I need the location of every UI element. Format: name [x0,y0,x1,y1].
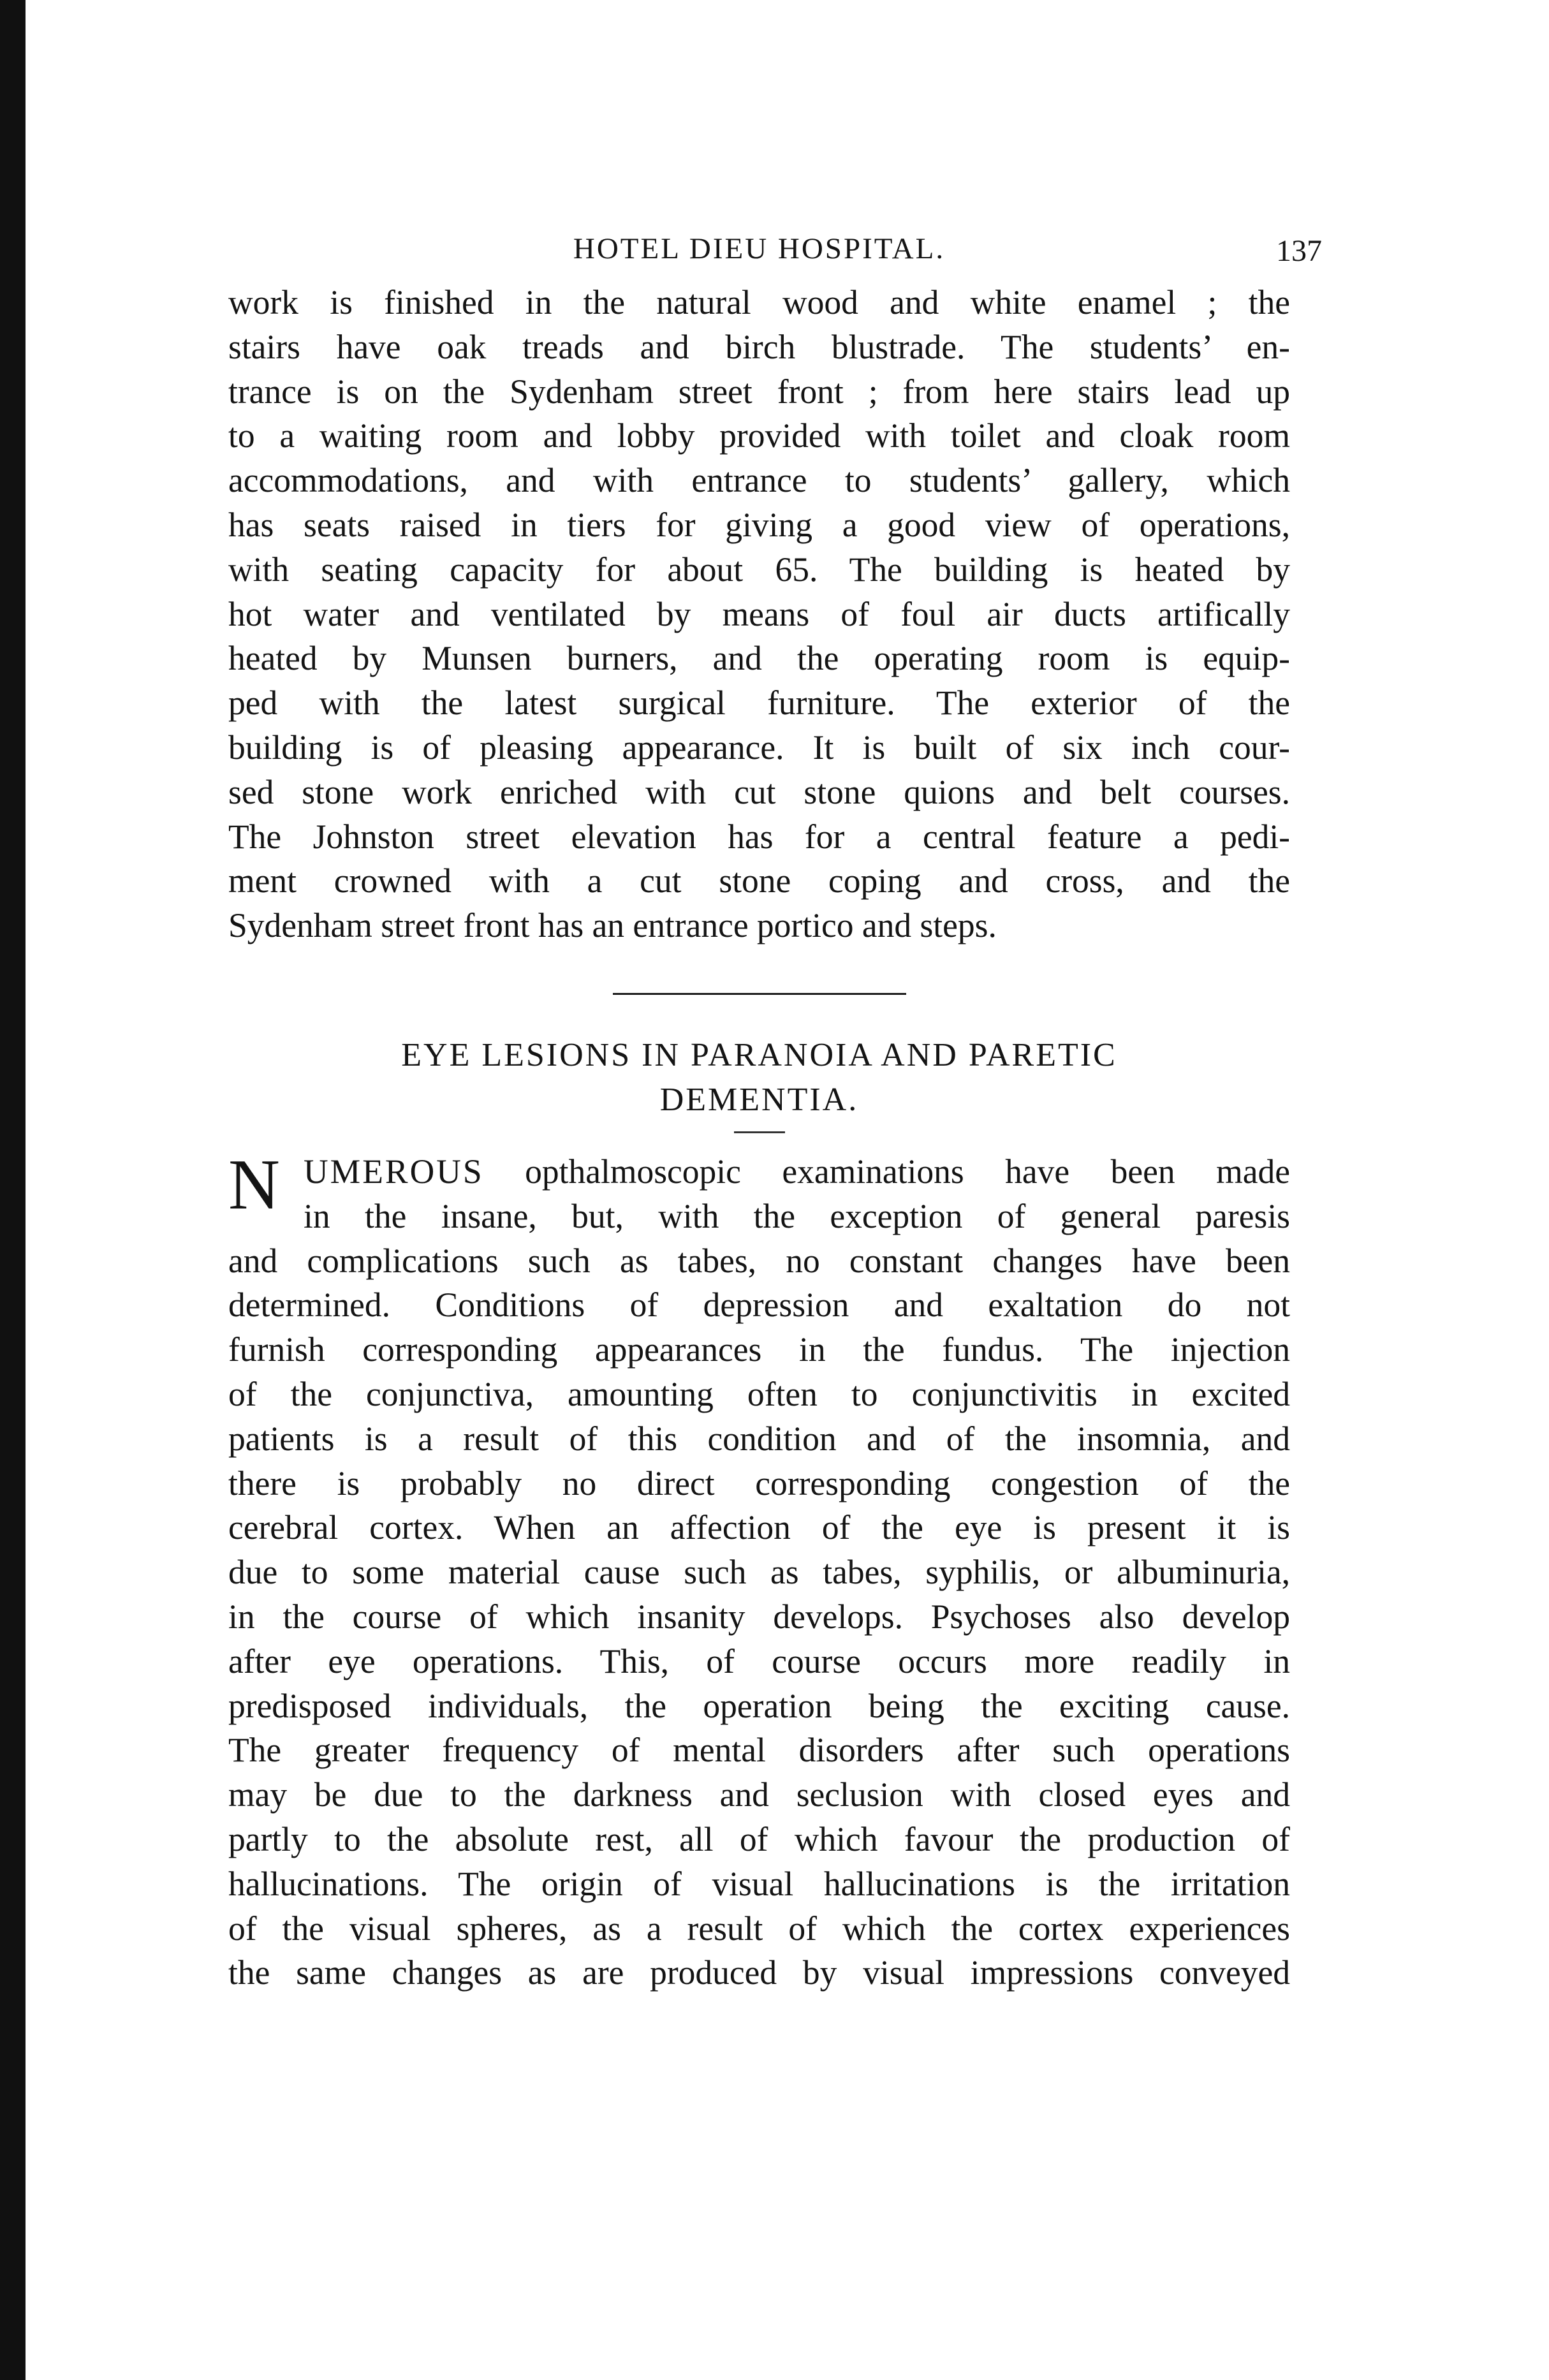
text-line: to a waiting room and lobby provided with toilet and cloak room [228,416,1290,455]
text-line: ment crowned with a cut stone coping and cross, and the [228,862,1290,900]
page-binding-edge [0,0,26,2380]
running-head [228,230,1322,281]
text-line: in the insane, but, with the exception of general paresis [304,1196,1290,1235]
text-line: of the visual spheres, as a result of which the cortex experiences [228,1909,1290,1948]
text-line: determined. Conditions of depression and exaltation do not [228,1286,1290,1325]
text-line: heated by Munsen burners, and the operating room is equip- [228,639,1290,678]
text-line: work is finished in the natural wood and white enamel ; the [228,283,1290,321]
running-title: HOTEL DIEU HOSPITAL. [573,232,946,265]
text-line: has seats raised in tiers for giving a good view of operations, [228,505,1290,544]
text-line: in the course of which insanity develops. Psychoses also develop [228,1597,1290,1636]
book-page [228,230,1322,1995]
text-line: may be due to the darkness and seclusion with closed eyes and [228,1775,1290,1814]
text-line: trance is on the Sydenham street front ; from here stairs lead up [228,372,1290,411]
text-line: accommodations, and with entrance to students’ gallery, which [228,461,1290,500]
text-line: due to some material cause such as tabes, syphilis, or albuminuria, [228,1553,1290,1592]
article-title-line: EYE LESIONS IN PARANOIA AND PARETIC [401,1036,1117,1073]
continued-paragraph [228,281,1290,948]
article-title [228,1033,1290,1122]
text-line: with seating capacity for about 65. The building is heated by [228,550,1290,589]
text-line: hallucinations. The origin of visual hallucinations is the irritation [228,1864,1290,1903]
section-divider [613,993,906,995]
drop-cap: N [228,1145,280,1224]
text-line: there is probably no direct corresponding congestion of the [228,1464,1290,1502]
text-line: hot water and ventilated by means of foul air ducts artifically [228,594,1290,633]
text-line: cerebral cortex. When an affection of the eye is present it is [228,1508,1290,1547]
article-title-line: DEMENTIA. [659,1081,859,1118]
first-word: UMEROUS [304,1152,484,1191]
text-line: partly to the absolute rest, all of which favour the production of [228,1819,1290,1858]
title-ornament [734,1131,785,1133]
text-line: predisposed individuals, the operation being the exciting cause. [228,1686,1290,1725]
page-number: 137 [1276,234,1322,268]
first-line [228,1150,1290,1194]
text-line: Sydenham street front has an entrance portico and steps. [228,906,997,945]
text-line: The greater frequency of mental disorders after such operations [228,1731,1290,1770]
text-line: of the conjunctiva, amounting often to conjunctivitis in excited [228,1374,1290,1413]
first-line-text: opthalmoscopic examinations have been made [525,1152,1290,1191]
text-line: sed stone work enriched with cut stone quions and belt courses. [228,772,1290,811]
text-line: the same changes as are produced by visual impressions conveyed [228,1953,1290,1992]
article-paragraph [228,1145,1290,1995]
text-line: building is of pleasing appearance. It is built of six inch cour- [228,728,1290,767]
text-line: ped with the latest surgical furniture. The exterior of the [228,684,1290,723]
text-line: after eye operations. This, of course occurs more readily in [228,1642,1290,1680]
text-line: stairs have oak treads and birch blustrade. The students’ en- [228,327,1290,366]
text-line: patients is a result of this condition and of the insomnia, and [228,1419,1290,1458]
text-line: The Johnston street elevation has for a central feature a pedi- [228,817,1290,856]
text-line: furnish corresponding appearances in the fundus. The injection [228,1330,1290,1369]
text-line: and complications such as tabes, no constant changes have been [228,1241,1290,1280]
